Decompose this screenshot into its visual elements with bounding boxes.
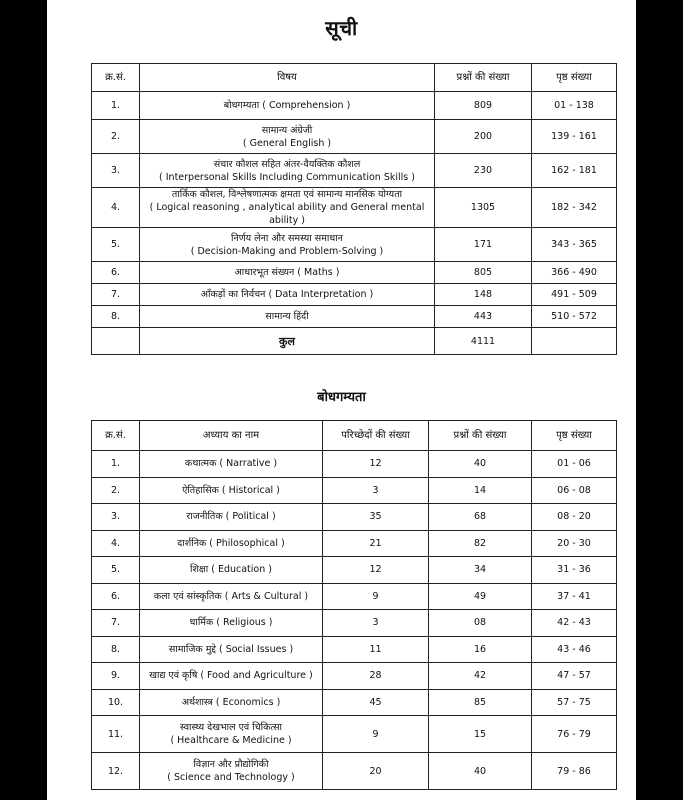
section-title: बोधगम्यता xyxy=(317,390,366,405)
page-range-cell: 162 - 181 xyxy=(532,154,617,188)
subject-hindi: कथात्मक ( Narrative ) xyxy=(184,458,278,470)
passage-count-cell: 3 xyxy=(323,610,429,637)
subject-hindi: स्वास्थ्य देखभाल एवं चिकित्सा xyxy=(180,722,282,733)
question-count-cell: 34 xyxy=(429,557,532,584)
passage-count-cell: 9 xyxy=(323,583,429,610)
total-count: 4111 xyxy=(435,328,532,355)
table-header-row xyxy=(92,64,617,92)
table-row xyxy=(92,284,617,306)
document-page xyxy=(47,0,636,800)
passage-count-cell: 28 xyxy=(323,663,429,690)
subject-hindi: धार्मिक ( Religious ) xyxy=(189,617,273,629)
question-count-cell: 15 xyxy=(429,716,532,753)
subject-cell xyxy=(140,92,435,120)
question-count-cell: 85 xyxy=(429,689,532,716)
subject-hindi: अर्थशास्त्र ( Economics ) xyxy=(181,696,281,708)
subject-cell xyxy=(140,530,323,557)
serial-cell: 5. xyxy=(92,228,140,262)
page-range-cell: 42 - 43 xyxy=(532,610,617,637)
page-range-cell: 20 - 30 xyxy=(532,530,617,557)
page-range-cell: 182 - 342 xyxy=(532,188,617,228)
subject-english: ( Decision-Making and Problem-Solving ) xyxy=(190,245,384,257)
serial-cell: 4. xyxy=(92,530,140,557)
page-range-cell: 366 - 490 xyxy=(532,262,617,284)
subject-cell xyxy=(140,504,323,531)
subject-cell xyxy=(140,663,323,690)
subject-cell xyxy=(140,228,435,262)
subject-hindi: राजनीतिक ( Political ) xyxy=(186,511,276,523)
subject-cell xyxy=(140,306,435,328)
subject-hindi: सामाजिक मुद्दे ( Social Issues ) xyxy=(168,643,294,655)
page-range-cell: 343 - 365 xyxy=(532,228,617,262)
subject-cell xyxy=(140,716,323,753)
chapters-table xyxy=(91,420,617,790)
page-range-cell: 43 - 46 xyxy=(532,636,617,663)
subject-english: ( Science and Technology ) xyxy=(167,772,295,783)
serial-cell: 3. xyxy=(92,504,140,531)
subject-cell xyxy=(140,154,435,188)
question-count-cell: 1305 xyxy=(435,188,532,228)
serial-cell: 3. xyxy=(92,154,140,188)
table-row xyxy=(92,636,617,663)
table-row xyxy=(92,451,617,478)
subject-hindi: खाद्य एवं कृषि ( Food and Agriculture ) xyxy=(149,670,313,682)
subject-cell xyxy=(140,610,323,637)
header-serial: क्र.सं. xyxy=(92,421,140,451)
table-row xyxy=(92,663,617,690)
table-row xyxy=(92,716,617,753)
page-title: सूची xyxy=(325,16,358,40)
subject-english: ( Interpersonal Skills Including Communication Skills ) xyxy=(159,171,415,183)
passage-count-cell: 35 xyxy=(323,504,429,531)
passage-count-cell: 45 xyxy=(323,689,429,716)
question-count-cell: 40 xyxy=(429,753,532,790)
passage-count-cell: 12 xyxy=(323,451,429,478)
question-count-cell: 14 xyxy=(429,477,532,504)
serial-cell: 2. xyxy=(92,477,140,504)
table-row xyxy=(92,120,617,154)
question-count-cell: 805 xyxy=(435,262,532,284)
subject-cell xyxy=(140,284,435,306)
question-count-cell: 148 xyxy=(435,284,532,306)
question-count-cell: 809 xyxy=(435,92,532,120)
question-count-cell: 42 xyxy=(429,663,532,690)
subject-hindi: विज्ञान और प्रौद्योगिकी xyxy=(193,759,269,770)
page-range-cell: 08 - 20 xyxy=(532,504,617,531)
serial-cell: 7. xyxy=(92,284,140,306)
passage-count-cell: 20 xyxy=(323,753,429,790)
serial-cell: 8. xyxy=(92,306,140,328)
subject-english: ( General English ) xyxy=(242,137,332,149)
passage-count-cell: 11 xyxy=(323,636,429,663)
header-serial: क्र.सं. xyxy=(92,64,140,92)
table-row xyxy=(92,610,617,637)
subject-hindi: निर्णय लेना और समस्या समाधान xyxy=(231,232,343,244)
table-row xyxy=(92,583,617,610)
subject-cell xyxy=(140,188,435,228)
question-count-cell: 49 xyxy=(429,583,532,610)
subject-cell xyxy=(140,451,323,478)
question-count-cell: 443 xyxy=(435,306,532,328)
passage-count-cell: 9 xyxy=(323,716,429,753)
header-page-numbers: पृष्ठ संख्या xyxy=(532,64,617,92)
subject-cell xyxy=(140,557,323,584)
subject-hindi: ऐतिहासिक ( Historical ) xyxy=(182,484,280,496)
subject-hindi: आँकड़ों का निर्वचन ( Data Interpretation ) xyxy=(200,289,374,300)
page-range-cell: 139 - 161 xyxy=(532,120,617,154)
serial-cell: 7. xyxy=(92,610,140,637)
question-count-cell: 200 xyxy=(435,120,532,154)
page-range-cell: 01 - 138 xyxy=(532,92,617,120)
subject-english: ( Logical reasoning , analytical ability and General mental ability ) xyxy=(149,202,425,226)
question-count-cell: 230 xyxy=(435,154,532,188)
subject-cell xyxy=(140,636,323,663)
total-label: कुल xyxy=(140,328,435,355)
header-chapter-name: अध्याय का नाम xyxy=(140,421,323,451)
subject-hindi: संचार कौशल सहित अंतर-वैयक्तिक कौशल xyxy=(213,158,361,170)
table-row xyxy=(92,504,617,531)
table-header-row xyxy=(92,421,617,451)
header-question-count: प्रश्नों की संख्या xyxy=(435,64,532,92)
subject-cell xyxy=(140,120,435,154)
page-range-cell: 01 - 06 xyxy=(532,451,617,478)
serial-cell: 1. xyxy=(92,92,140,120)
serial-cell: 8. xyxy=(92,636,140,663)
page-range-cell: 47 - 57 xyxy=(532,663,617,690)
table-row xyxy=(92,689,617,716)
question-count-cell: 82 xyxy=(429,530,532,557)
serial-cell: 12. xyxy=(92,753,140,790)
serial-cell: 4. xyxy=(92,188,140,228)
table-row xyxy=(92,753,617,790)
serial-cell: 9. xyxy=(92,663,140,690)
page-range-cell: 510 - 572 xyxy=(532,306,617,328)
serial-cell: 11. xyxy=(92,716,140,753)
subject-hindi: सामान्य हिंदी xyxy=(265,311,309,322)
serial-cell: 10. xyxy=(92,689,140,716)
page-range-cell: 76 - 79 xyxy=(532,716,617,753)
page-range-cell: 57 - 75 xyxy=(532,689,617,716)
serial-cell: 6. xyxy=(92,583,140,610)
table-row xyxy=(92,306,617,328)
subject-hindi: सामान्य अंग्रेजी xyxy=(261,124,313,136)
table-row xyxy=(92,154,617,188)
page-range-cell: 31 - 36 xyxy=(532,557,617,584)
passage-count-cell: 21 xyxy=(323,530,429,557)
subject-english: ( Healthcare & Medicine ) xyxy=(170,735,292,746)
passage-count-cell: 3 xyxy=(323,477,429,504)
table-row xyxy=(92,557,617,584)
subject-cell xyxy=(140,583,323,610)
page-range-cell: 37 - 41 xyxy=(532,583,617,610)
contents-table xyxy=(91,63,617,355)
subject-cell xyxy=(140,689,323,716)
subject-hindi: बोधगम्यता ( Comprehension ) xyxy=(223,100,351,111)
question-count-cell: 40 xyxy=(429,451,532,478)
serial-cell: 2. xyxy=(92,120,140,154)
table-row xyxy=(92,477,617,504)
header-page-numbers: पृष्ठ संख्या xyxy=(532,421,617,451)
subject-cell xyxy=(140,477,323,504)
header-question-count: प्रश्नों की संख्या xyxy=(429,421,532,451)
table-row xyxy=(92,228,617,262)
header-subject: विषय xyxy=(140,64,435,92)
serial-cell: 1. xyxy=(92,451,140,478)
serial-cell: 5. xyxy=(92,557,140,584)
header-passage-count: परिच्छेदों की संख्या xyxy=(323,421,429,451)
subject-hindi: कला एवं सांस्कृतिक ( Arts & Cultural ) xyxy=(153,590,309,602)
total-row xyxy=(92,328,617,355)
question-count-cell: 68 xyxy=(429,504,532,531)
page-range-cell: 491 - 509 xyxy=(532,284,617,306)
question-count-cell: 171 xyxy=(435,228,532,262)
table-row xyxy=(92,262,617,284)
subject-cell xyxy=(140,753,323,790)
serial-cell: 6. xyxy=(92,262,140,284)
table-row xyxy=(92,530,617,557)
question-count-cell: 08 xyxy=(429,610,532,637)
page-range-cell: 79 - 86 xyxy=(532,753,617,790)
subject-hindi: तार्किक कौशल, विश्लेषणात्मक क्षमता एवं सामान्य मानसिक योग्यता xyxy=(171,189,403,200)
subject-cell xyxy=(140,262,435,284)
subject-hindi: आधारभूत संख्यन ( Maths ) xyxy=(234,267,340,278)
table-row xyxy=(92,188,617,228)
passage-count-cell: 12 xyxy=(323,557,429,584)
question-count-cell: 16 xyxy=(429,636,532,663)
table-row xyxy=(92,92,617,120)
page-range-cell: 06 - 08 xyxy=(532,477,617,504)
subject-hindi: शिक्षा ( Education ) xyxy=(190,564,272,576)
subject-hindi: दार्शनिक ( Philosophical ) xyxy=(177,537,285,549)
